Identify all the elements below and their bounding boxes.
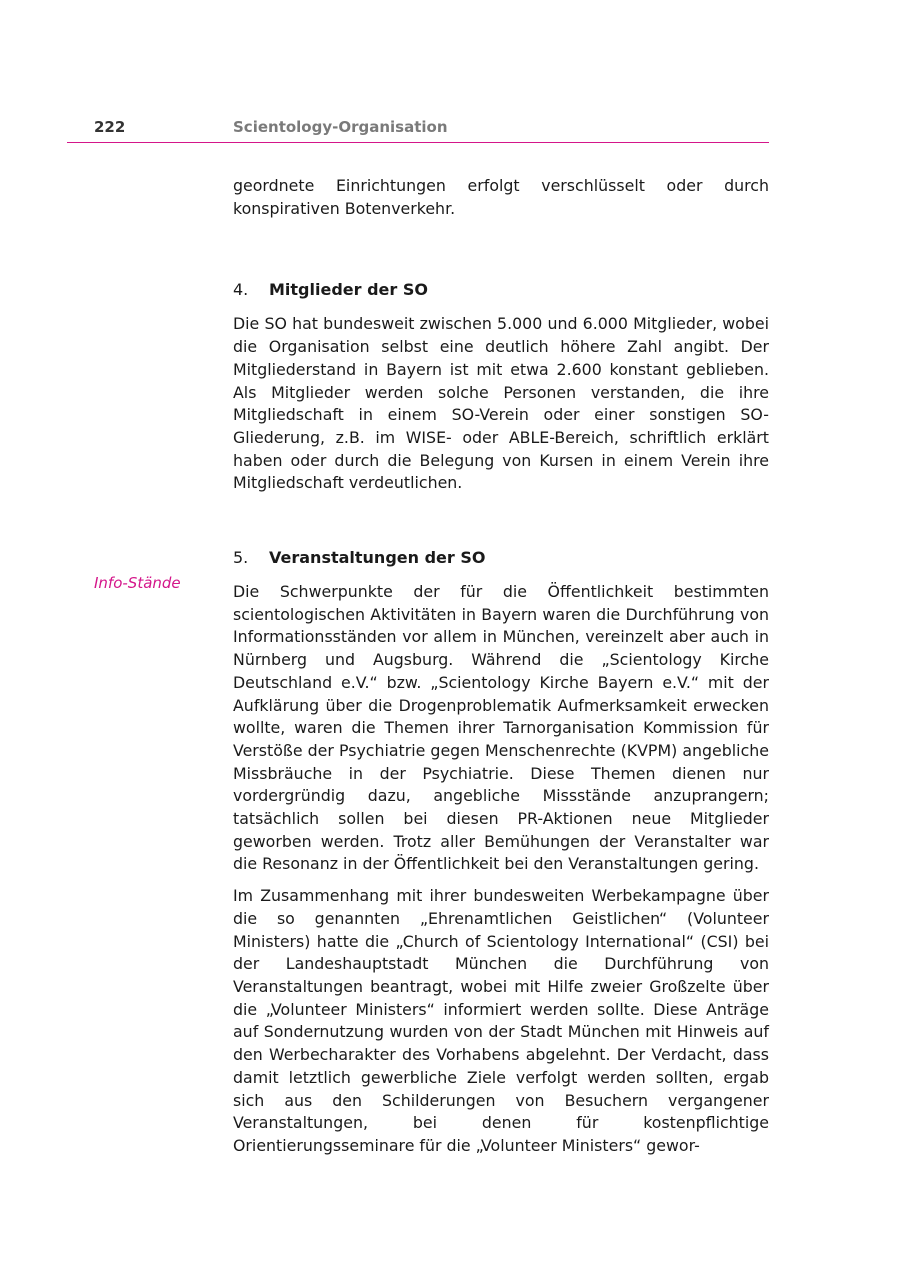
section-title: Mitglieder der SO	[269, 280, 428, 300]
section-number: 4.	[233, 280, 249, 300]
page-number: 222	[94, 118, 126, 136]
section-heading-events	[233, 547, 769, 569]
intro-paragraph: geordnete Einrichtungen erfolgt verschlüsselt oder durch konspirativen Botenverkehr.	[233, 176, 769, 218]
section-heading-members	[233, 279, 769, 301]
main-text-column	[233, 175, 769, 1158]
running-title: Scientology-Organisation	[233, 118, 448, 136]
members-paragraph: Die SO hat bundesweit zwischen 5.000 und 6.000 Mitglieder, wobei die Organisation selbst eine deutlich höhere Zahl angibt. Der Mitgliederstand in Bayern ist mit etwa 2.600 konstant geblieben. Als Mitglieder werden solche Personen verstanden, die ihre Mitgliedschaft in einem SO-Verein oder einer sonstigen SO-Gliederung, z.B. im WISE- oder ABLE-Bereich, schriftlich erklärt haben oder durch die Belegung von Kursen in einem Verein ihre Mitgliedschaft verdeutlichen.	[233, 314, 769, 493]
section-number: 5.	[233, 548, 249, 568]
page-header	[67, 116, 769, 143]
events-paragraph-1: Die Schwerpunkte der für die Öffentlichkeit bestimmten scientologischen Aktivitäten in Bayern waren die Durchführung von Informationsständen vor allem in München, vereinzelt aber auch in Nürnberg und Augsburg. Während die „Scientology Kirche Deutschland e.V.“ bzw. „Scientology Kirche Bayern e.V.“ mit der Aufklärung über die Drogenproblematik Aufmerksamkeit erwecken wollte, waren die Themen ihrer Tarnorganisation Kommission für Verstöße der Psychiatrie gegen Menschenrechte (KVPM) angebliche Missbräuche in der Psychiatrie. Diese Themen dienen nur vordergründig dazu, angebliche Missstände anzuprangern; tatsächlich sollen bei diesen PR-Aktionen neue Mitglieder geworben werden. Trotz aller Bemühungen der Veranstalter war die Resonanz in der Öffentlichkeit bei den Veranstaltungen gering.	[233, 582, 769, 874]
events-paragraph-2: Im Zusammenhang mit ihrer bundesweiten Werbekampagne über die so genannten „Ehrenamtlichen Geistlichen“ (Volunteer Ministers) hatte die „Church of Scientology International“ (CSI) bei der Landeshauptstadt München die Durchführung von Veranstaltungen beantragt, wobei mit Hilfe zweier Großzelte über die „Volunteer Ministers“ informiert werden sollte. Diese Anträge auf Sondernutzung wurden von der Stadt München mit Hinweis auf den Werbecharakter des Vorhabens abgelehnt. Der Verdacht, dass damit letztlich gewerbliche Ziele verfolgt werden sollten, ergab sich aus den Schilderungen von Besuchern vergangener Veranstaltungen, bei denen für kostenpflichtige Orientierungsseminare für die „Volunteer Ministers“ gewor-	[233, 886, 769, 1155]
section-title: Veranstaltungen der SO	[269, 548, 486, 568]
margin-note: Info-Stände	[94, 574, 181, 592]
